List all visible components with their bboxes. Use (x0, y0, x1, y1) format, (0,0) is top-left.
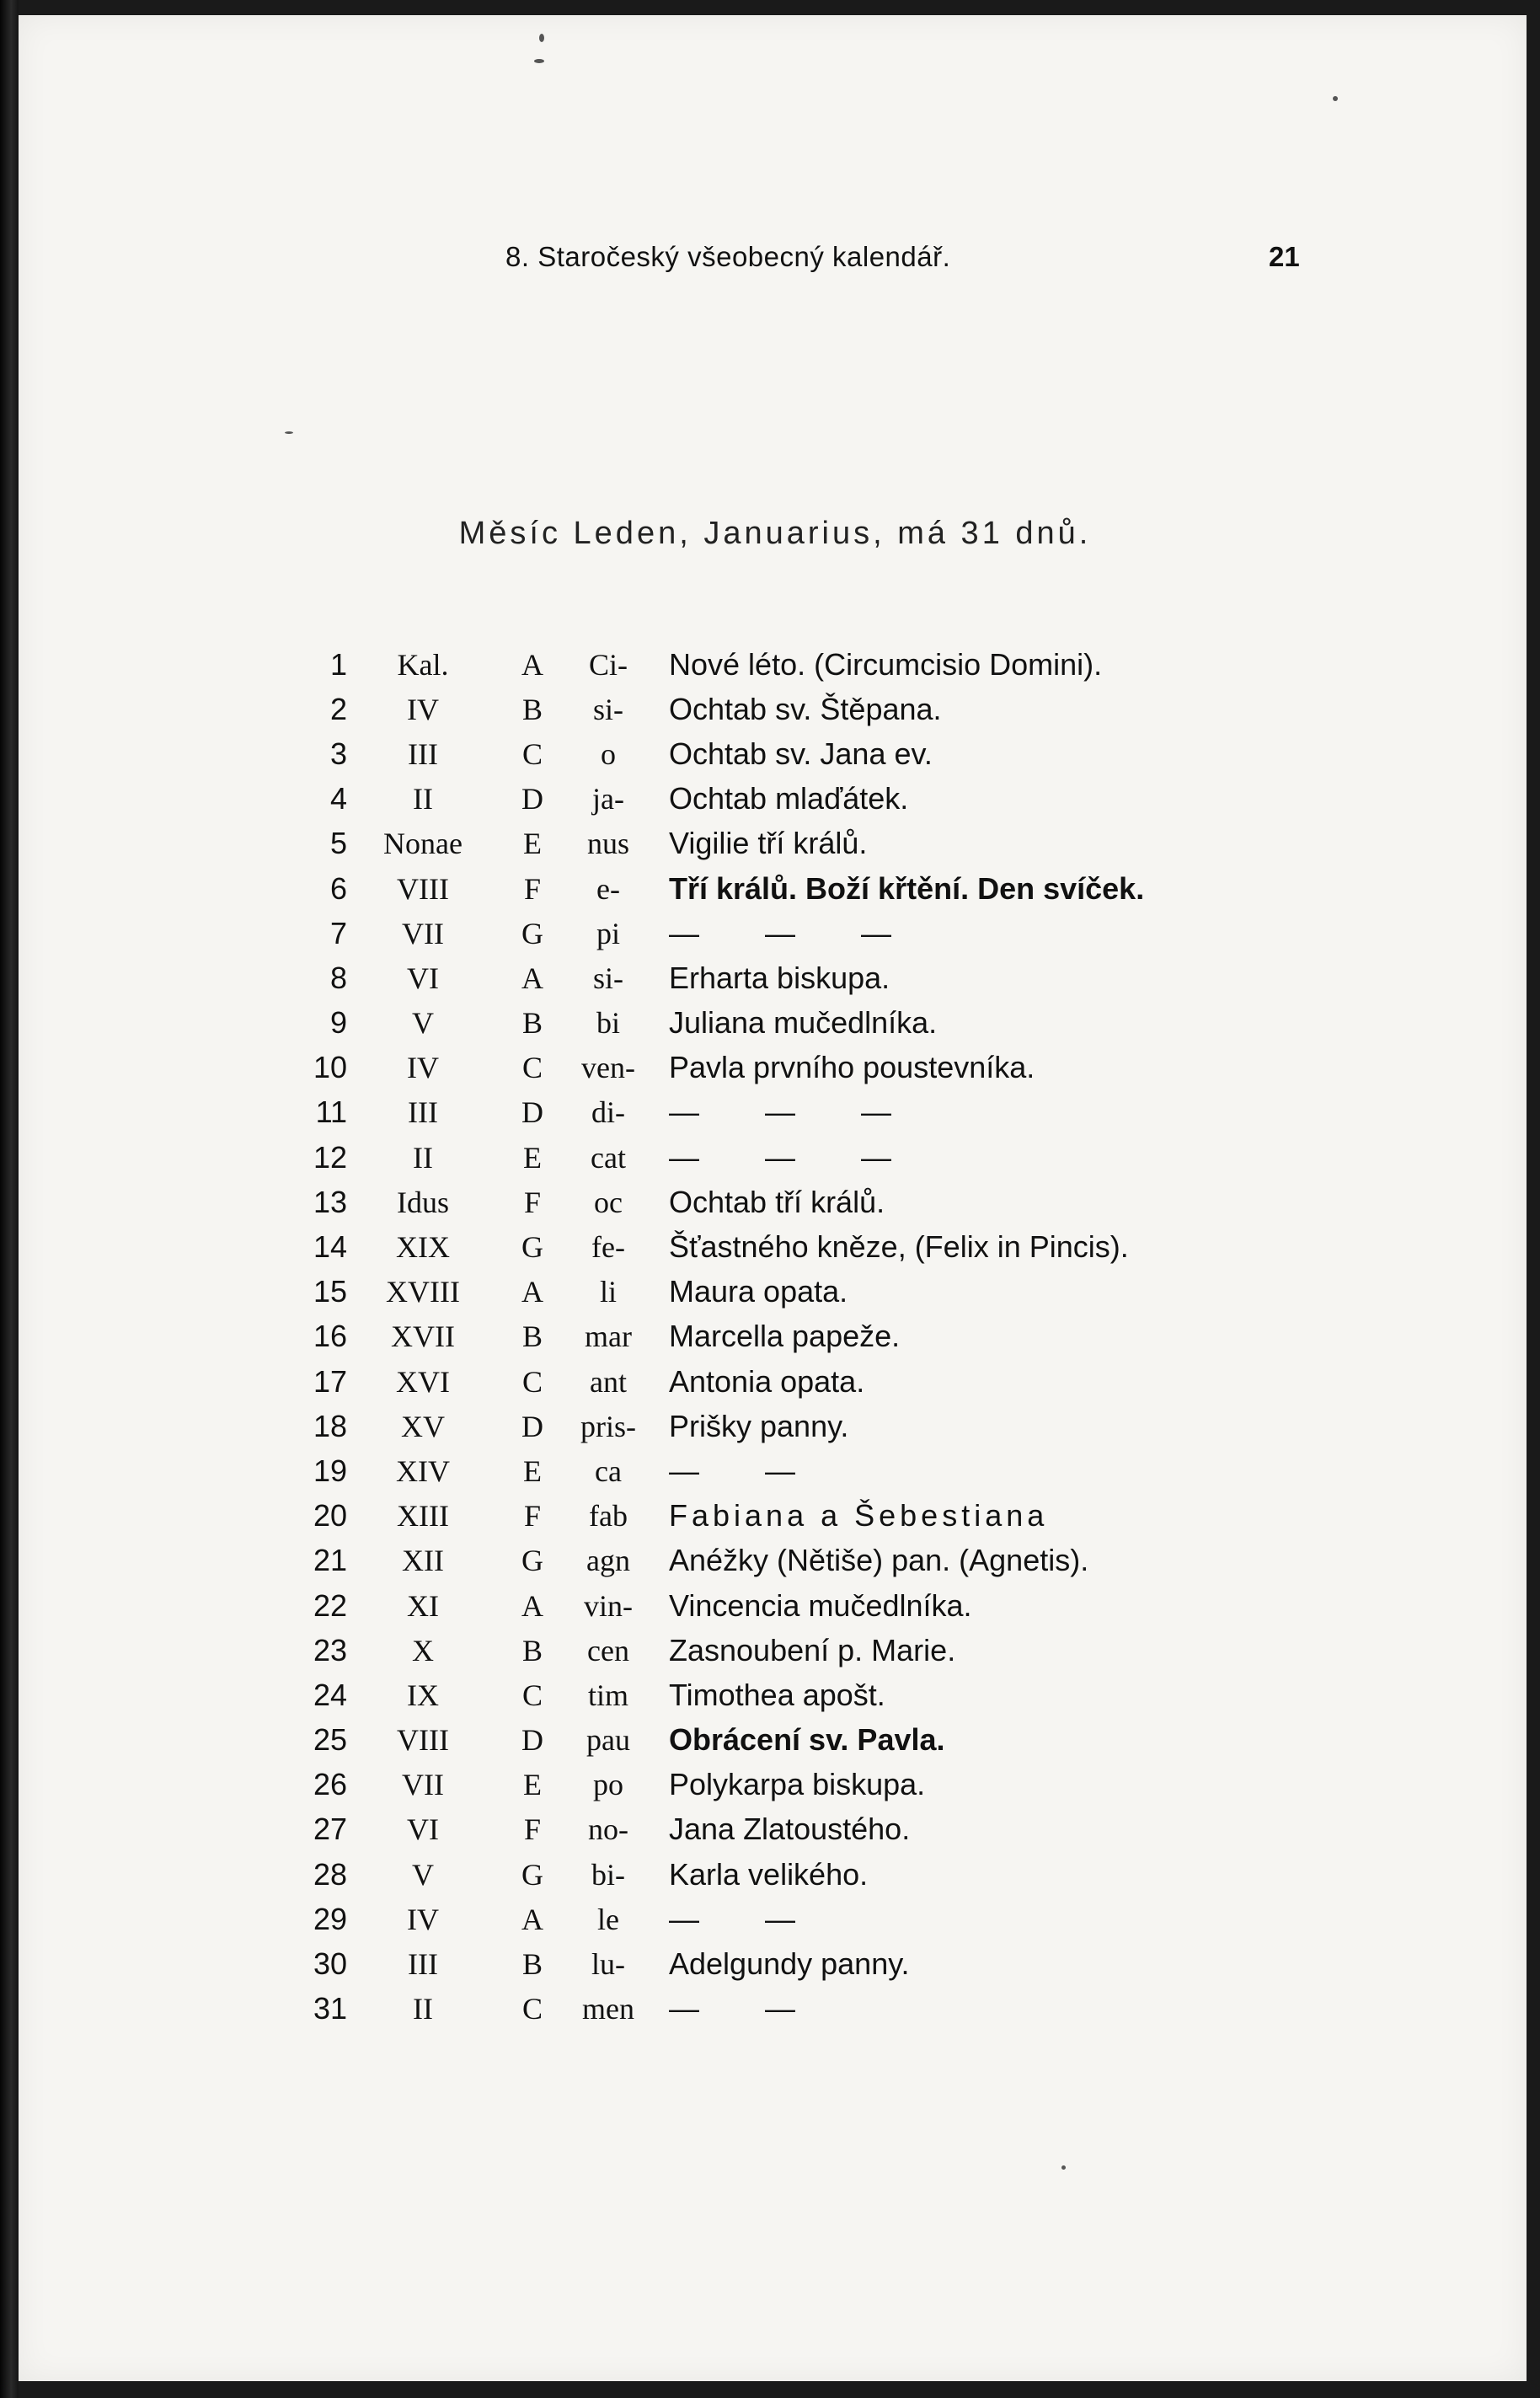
calendar-row (297, 822, 1144, 866)
day-number: 3 (329, 736, 347, 771)
feast-name: Antonia opata. (669, 1363, 865, 1399)
roman-date: XI (407, 1588, 439, 1623)
roman-date: III (408, 736, 438, 771)
day-number: 10 (313, 1050, 347, 1085)
dominical-letter: G (521, 1230, 543, 1265)
calendar-row (297, 1359, 1144, 1404)
feast-name: Polykarpa biskupa. (669, 1767, 926, 1802)
calendar-row (297, 1987, 1144, 2031)
roman-date: XIX (396, 1230, 450, 1265)
paper-speck (1061, 2165, 1066, 2170)
dominical-letter: F (523, 871, 542, 906)
day-number: 21 (313, 1543, 347, 1578)
roman-date: Kal. (397, 647, 449, 682)
cisiojanus-syllable: bi (596, 1006, 620, 1041)
feast-name: Vincencia mučedlníka. (669, 1587, 972, 1623)
calendar-row (297, 1852, 1144, 1897)
dominical-letter: D (521, 1409, 543, 1443)
cisiojanus-syllable: oc (594, 1185, 623, 1219)
dominical-letter: C (521, 1364, 543, 1399)
calendar-table-body (297, 642, 1144, 2031)
cisiojanus-syllable: si- (593, 692, 623, 726)
feast-name: Marcella papeže. (669, 1319, 901, 1354)
day-number: 8 (329, 960, 347, 995)
dominical-letter: C (521, 736, 543, 771)
dominical-letter: G (521, 1544, 543, 1578)
calendar-row (297, 731, 1144, 776)
book-page (19, 15, 1527, 2381)
roman-date: II (413, 782, 433, 816)
feast-name: Jana Zlatoustého. (669, 1812, 911, 1847)
roman-date: XII (402, 1544, 444, 1578)
feast-name: Juliana mučedlníka. (669, 1005, 938, 1041)
feast-name: Maura opata. (669, 1274, 848, 1309)
dominical-letter: G (521, 916, 543, 950)
feast-name: Nové léto. (Circumcisio Domini). (669, 646, 1103, 682)
roman-date: VI (407, 961, 439, 995)
day-number: 7 (329, 915, 347, 950)
feast-name: — — (669, 1901, 825, 1936)
cisiojanus-syllable: men (582, 1992, 634, 2026)
day-number: 18 (313, 1408, 347, 1443)
roman-date: IV (407, 1051, 439, 1085)
roman-date: Idus (397, 1185, 449, 1219)
feast-name: Vigilie tří králů. (669, 826, 868, 861)
cisiojanus-syllable: ca (595, 1453, 622, 1488)
feast-name: Šťastného kněze, (Felix in Pincis). (669, 1229, 1129, 1265)
page-number: 21 (1269, 241, 1300, 272)
dominical-letter: E (523, 827, 542, 861)
cisiojanus-syllable: pau (586, 1723, 630, 1758)
calendar-row (297, 1897, 1144, 1941)
feast-name: — — (669, 1453, 825, 1488)
day-number: 13 (313, 1184, 347, 1219)
cisiojanus-syllable: fe- (591, 1230, 625, 1265)
dominical-letter: D (521, 1095, 543, 1130)
cisiojanus-syllable: tim (587, 1678, 628, 1712)
feast-name: Pavla prvního poustevníka. (669, 1050, 1035, 1085)
cisiojanus-syllable: vin- (584, 1588, 633, 1623)
dominical-letter: B (521, 1633, 543, 1667)
roman-date: IX (407, 1678, 439, 1712)
day-number: 15 (313, 1274, 347, 1309)
dominical-letter: C (521, 1678, 543, 1712)
roman-date: IV (407, 1902, 439, 1936)
day-number: 24 (313, 1677, 347, 1712)
roman-date: X (412, 1633, 434, 1667)
calendar-row (297, 1270, 1144, 1314)
month-title: Měsíc Leden, Januarius, má 31 dnů. (458, 516, 1092, 551)
cisiojanus-syllable: di- (591, 1095, 625, 1130)
calendar-row (297, 1224, 1144, 1269)
day-number: 31 (313, 1991, 347, 2026)
day-number: 4 (329, 781, 347, 816)
calendar-row (297, 911, 1144, 955)
cisiojanus-syllable: mar (585, 1319, 632, 1354)
dominical-letter: B (521, 1947, 543, 1982)
calendar-row (297, 1807, 1144, 1852)
day-number: 11 (315, 1095, 347, 1130)
dominical-letter: C (521, 1992, 543, 2026)
roman-date: IV (407, 692, 439, 726)
cisiojanus-syllable: le (597, 1902, 619, 1936)
book-spine-edge (0, 0, 19, 2398)
feast-name: Ochtab mlaďátek. (669, 781, 909, 816)
dominical-letter: A (521, 1902, 543, 1936)
roman-date: XVI (396, 1364, 450, 1399)
dominical-letter: A (521, 1588, 543, 1623)
dominical-letter: E (523, 1453, 542, 1488)
day-number: 17 (313, 1363, 347, 1399)
cisiojanus-syllable: o (601, 736, 616, 771)
feast-name: Prišky panny. (669, 1408, 849, 1443)
cisiojanus-syllable: po (593, 1768, 623, 1802)
feast-name: — — — (669, 1095, 921, 1130)
roman-date: XV (401, 1409, 445, 1443)
dominical-letter: A (521, 647, 543, 682)
feast-name: Timothea apošt. (669, 1677, 885, 1712)
calendar-row (297, 1135, 1144, 1180)
cisiojanus-syllable: lu- (591, 1947, 625, 1982)
calendar-row (297, 642, 1144, 687)
paper-speck (1333, 96, 1338, 101)
dominical-letter: D (521, 782, 543, 816)
calendar-row (297, 1494, 1144, 1539)
feast-name: Ochtab sv. Štěpana. (669, 691, 942, 726)
cisiojanus-syllable: ant (590, 1364, 627, 1399)
dominical-letter: G (521, 1857, 543, 1892)
day-number: 1 (329, 646, 347, 682)
feast-name: Ochtab sv. Jana ev. (669, 736, 933, 771)
day-number: 16 (313, 1319, 347, 1354)
calendar-row (297, 1539, 1144, 1583)
feast-name: — — (669, 1991, 825, 2026)
roman-date: VI (407, 1812, 439, 1847)
roman-date: III (408, 1947, 438, 1982)
running-header-title: 8. Staročeský všeobecný kalendář. (505, 241, 951, 272)
day-number: 14 (313, 1229, 347, 1265)
day-number: 22 (313, 1587, 347, 1623)
day-number: 28 (313, 1856, 347, 1892)
roman-date: XVIII (386, 1275, 460, 1309)
dominical-letter: B (521, 1319, 543, 1354)
feast-name: — — — (669, 1139, 921, 1175)
roman-date: II (413, 1992, 433, 2026)
feast-name: Anéžky (Nětiše) pan. (Agnetis). (669, 1543, 1089, 1578)
roman-date: VII (402, 916, 444, 950)
dominical-letter: C (521, 1051, 543, 1085)
cisiojanus-syllable: e- (596, 871, 620, 906)
feast-name: Ochtab tří králů. (669, 1184, 885, 1219)
dominical-letter: A (521, 961, 543, 995)
paper-speck (539, 34, 544, 42)
calendar-row (297, 955, 1144, 1000)
roman-date: VII (402, 1768, 444, 1802)
calendar-row (297, 1001, 1144, 1046)
feast-name: Zasnoubení p. Marie. (669, 1632, 956, 1667)
dominical-letter: B (521, 1006, 543, 1041)
cisiojanus-syllable: ja- (592, 782, 624, 816)
cisiojanus-syllable: cen (587, 1633, 629, 1667)
day-number: 2 (329, 691, 347, 726)
cisiojanus-syllable: pris- (580, 1409, 636, 1443)
cisiojanus-syllable: fab (589, 1499, 628, 1534)
calendar-row (297, 1314, 1144, 1359)
paper-speck (534, 59, 544, 63)
feast-name: Adelgundy panny. (669, 1946, 910, 1982)
calendar-row (297, 687, 1144, 731)
cisiojanus-syllable: cat (591, 1140, 626, 1175)
cisiojanus-syllable: no- (588, 1812, 628, 1847)
dominical-letter: E (523, 1140, 542, 1175)
day-number: 23 (313, 1632, 347, 1667)
dominical-letter: F (523, 1499, 542, 1534)
calendar-table (297, 642, 1144, 2031)
cisiojanus-syllable: agn (586, 1544, 630, 1578)
day-number: 29 (313, 1901, 347, 1936)
paper-speck (285, 431, 293, 434)
day-number: 20 (313, 1498, 347, 1534)
cisiojanus-syllable: nus (586, 827, 629, 861)
roman-date: Nonae (383, 827, 463, 861)
calendar-row (297, 1046, 1144, 1090)
day-number: 6 (329, 870, 347, 906)
calendar-row (297, 1941, 1144, 1986)
day-number: 5 (329, 826, 347, 861)
calendar-row (297, 1090, 1144, 1135)
dominical-letter: B (521, 692, 543, 726)
dominical-letter: F (523, 1185, 542, 1219)
roman-date: V (412, 1006, 434, 1041)
feast-name: Karla velikého. (669, 1856, 869, 1892)
roman-date: VIII (397, 871, 449, 906)
calendar-row (297, 1448, 1144, 1493)
day-number: 9 (329, 1005, 347, 1041)
roman-date: V (412, 1857, 434, 1892)
calendar-row (297, 1763, 1144, 1807)
calendar-row (297, 866, 1144, 911)
cisiojanus-syllable: pi (596, 916, 620, 950)
dominical-letter: D (521, 1723, 543, 1758)
feast-name: Tří králů. Boží křtění. Den svíček. (669, 870, 1145, 906)
roman-date: VIII (397, 1723, 449, 1758)
day-number: 26 (313, 1767, 347, 1802)
roman-date: XVII (391, 1319, 455, 1354)
roman-date: III (408, 1095, 438, 1130)
calendar-row (297, 1180, 1144, 1224)
cisiojanus-syllable: si- (593, 961, 623, 995)
calendar-row (297, 1628, 1144, 1673)
day-number: 30 (313, 1946, 347, 1982)
calendar-row (297, 1583, 1144, 1628)
roman-date: XIV (396, 1453, 450, 1488)
cisiojanus-syllable: Ci- (588, 647, 628, 682)
day-number: 12 (313, 1139, 347, 1175)
day-number: 19 (313, 1453, 347, 1488)
dominical-letter: E (523, 1768, 542, 1802)
calendar-row (297, 1718, 1144, 1763)
cisiojanus-syllable: ven- (581, 1051, 635, 1085)
dominical-letter: F (523, 1812, 542, 1847)
feast-name: Fabiana a Šebestiana (669, 1498, 1049, 1534)
cisiojanus-syllable: li (599, 1275, 617, 1309)
day-number: 27 (313, 1812, 347, 1847)
cisiojanus-syllable: bi- (591, 1857, 625, 1892)
calendar-row (297, 1404, 1144, 1448)
feast-name: Erharta biskupa. (669, 960, 890, 995)
calendar-row (297, 777, 1144, 822)
calendar-row (297, 1673, 1144, 1717)
roman-date: II (413, 1140, 433, 1175)
day-number: 25 (313, 1722, 347, 1758)
feast-name: Obrácení sv. Pavla. (669, 1722, 945, 1758)
dominical-letter: A (521, 1275, 543, 1309)
roman-date: XIII (397, 1499, 449, 1534)
feast-name: — — — (669, 915, 921, 950)
